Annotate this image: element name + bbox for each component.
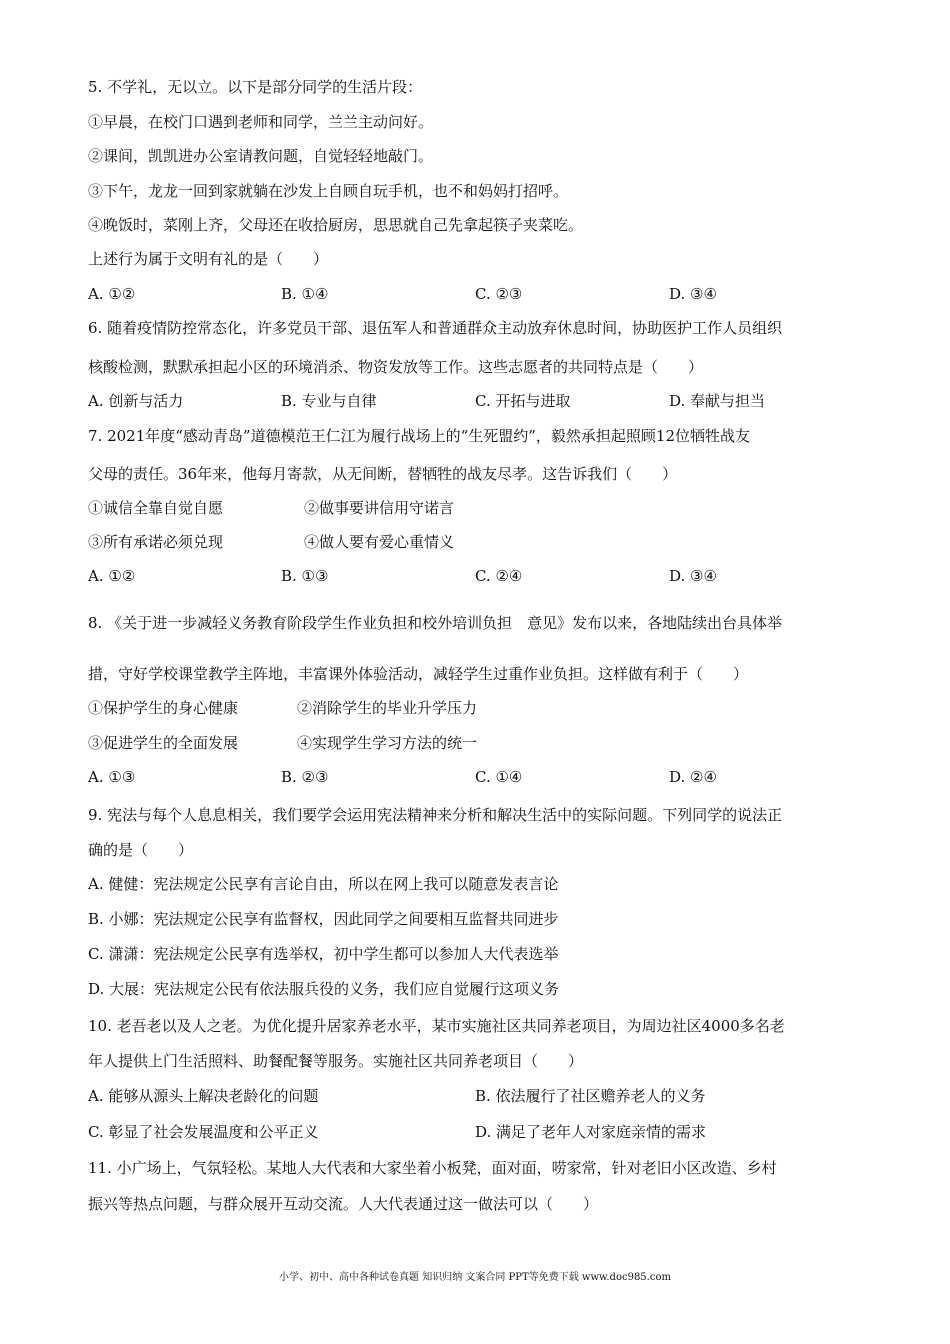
q5-item-1: ①早晨，在校门口遇到老师和同学，兰兰主动问好。	[88, 113, 434, 131]
q6-option-b: B. 专业与自律	[281, 392, 377, 410]
q8-item-2: ②消除学生的毕业升学压力	[297, 699, 478, 717]
q6-option-c: C. 开拓与进取	[475, 392, 571, 410]
q5-question: 上述行为属于文明有礼的是（ ）	[88, 250, 329, 268]
q9-option-c: C. 潇潇：宪法规定公民享有选举权，初中学生都可以参加人大代表选举	[88, 945, 559, 963]
q7-option-d: D. ③④	[669, 567, 717, 585]
q10-option-c: C. 彰显了社会发展温度和公平正义	[88, 1123, 319, 1141]
q5-item-4: ④晚饭时，菜刚上齐，父母还在收拾厨房，思思就自己先拿起筷子夹菜吃。	[88, 216, 584, 234]
q6-stem-line-1: 6. 随着疫情防控常态化，许多党员干部、退伍军人和普通群众主动放弃休息时间，协助医护工作人员组织	[88, 319, 783, 337]
q7-item-4: ④做人要有爱心重情义	[304, 533, 455, 551]
q8-stem-line-1: 8. 《关于进一步减轻义务教育阶段学生作业负担和校外培训负担 意见》发布以来，各地陆续出台具体举	[88, 614, 783, 632]
q11-stem-line-1: 11. 小广场上，气氛轻松。某地人大代表和大家坐着小板凳，面对面，唠家常，针对老旧小区改造、乡村	[88, 1159, 777, 1177]
q9-option-b: B. 小娜：宪法规定公民享有监督权，因此同学之间要相互监督共同进步	[88, 910, 559, 928]
q7-option-b: B. ①③	[281, 567, 329, 585]
q6-option-a: A. 创新与活力	[88, 392, 184, 410]
q7-item-3: ③所有承诺必须兑现	[88, 533, 224, 551]
q10-stem-line-1: 10. 老吾老以及人之老。为优化提升居家养老水平，某市实施社区共同养老项目，为周边社区4000多名老	[88, 1017, 785, 1035]
q6-stem-line-2: 核酸检测，默默承担起小区的环境消杀、物资发放等工作。这些志愿者的共同特点是（ ）	[88, 358, 704, 376]
q7-item-2: ②做事要讲信用守诺言	[304, 499, 455, 517]
q9-option-d: D. 大展：宪法规定公民有依法服兵役的义务，我们应自觉履行这项义务	[88, 980, 560, 998]
q8-option-c: C. ①④	[475, 768, 523, 786]
q5-item-3: ③下午，龙龙一回到家就躺在沙发上自顾自玩手机，也不和妈妈打招呼。	[88, 182, 569, 200]
q10-option-d: D. 满足了老年人对家庭亲情的需求	[475, 1123, 707, 1141]
q5-item-2: ②课间，凯凯进办公室请教问题，自觉轻轻地敲门。	[88, 147, 434, 165]
q5-option-a: A. ①②	[88, 285, 136, 303]
q9-stem-line-2: 确的是（ ）	[88, 841, 194, 859]
q5-option-d: D. ③④	[669, 285, 717, 303]
q9-option-a: A. 健健：宪法规定公民享有言论自由，所以在网上我可以随意发表言论	[88, 875, 559, 893]
q8-item-1: ①保护学生的身心健康	[88, 699, 239, 717]
q8-item-4: ④实现学生学习方法的统一	[297, 734, 478, 752]
q5-option-b: B. ①④	[281, 285, 329, 303]
q7-item-1: ①诚信全靠自觉自愿	[88, 499, 224, 517]
q9-stem-line-1: 9. 宪法与每个人息息相关，我们要学会运用宪法精神来分析和解决生活中的实际问题。下列同学的说法正	[88, 806, 783, 824]
q7-option-c: C. ②④	[475, 567, 523, 585]
q8-option-a: A. ①③	[88, 768, 136, 786]
q8-stem-line-2: 措，守好学校课堂教学主阵地，丰富课外体验活动，减轻学生过重作业负担。这样做有利于（ ）	[88, 665, 749, 683]
q11-stem-line-2: 振兴等热点问题，与群众展开互动交流。人大代表通过这一做法可以（ ）	[88, 1195, 599, 1213]
q10-option-a: A. 能够从源头上解决老龄化的问题	[88, 1087, 319, 1105]
q8-item-3: ③促进学生的全面发展	[88, 734, 239, 752]
q8-option-b: B. ②③	[281, 768, 329, 786]
q5-stem: 5. 不学礼，无以立。以下是部分同学的生活片段：	[88, 78, 423, 96]
q10-option-b: B. 依法履行了社区赡养老人的义务	[475, 1087, 706, 1105]
q6-option-d: D. 奉献与担当	[669, 392, 766, 410]
q10-stem-line-2: 年人提供上门生活照料、助餐配餐等服务。实施社区共同养老项目（ ）	[88, 1052, 584, 1070]
q8-option-d: D. ②④	[669, 768, 717, 786]
q7-stem-line-1: 7. 2021年度“感动青岛”道德模范王仁江为履行战场上的“生死盟约”，毅然承担起照顾12位牺牲战友	[88, 427, 751, 445]
q7-stem-line-2: 父母的责任。36年来，他每月寄款，从无间断，替牺牲的战友尽孝。这告诉我们（ ）	[88, 465, 678, 483]
q7-option-a: A. ①②	[88, 567, 136, 585]
page-footer: 小学、初中、高中各种试卷真题 知识归纳 文案合同 PPT等免费下载 www.doc985.com	[279, 1272, 671, 1283]
q5-option-c: C. ②③	[475, 285, 523, 303]
